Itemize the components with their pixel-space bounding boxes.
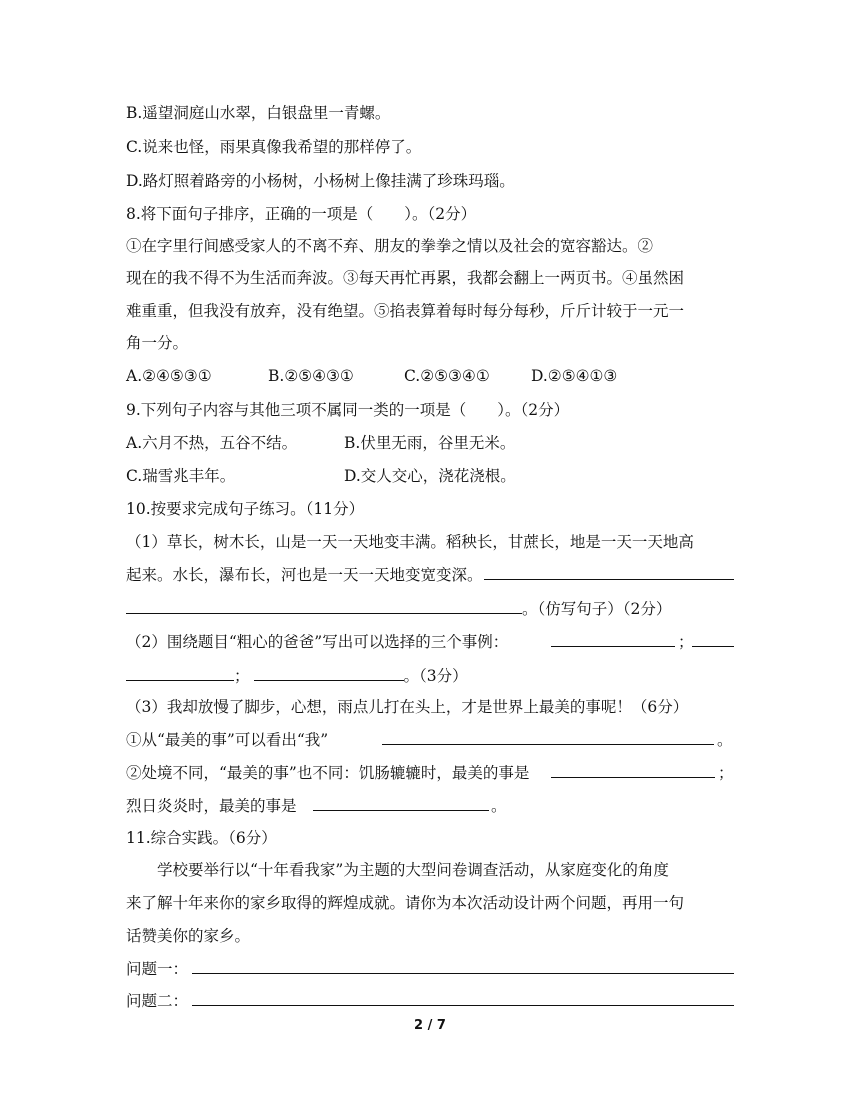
- question-10-2-text-1: [126, 632, 736, 652]
- question-8-text-1: ①在字里行间感受家人的不离不弃、朋友的拳拳之情以及社会的宽容豁达。②: [126, 237, 654, 255]
- question-11-title: 11.综合实践。（6分）: [126, 829, 277, 847]
- answer-line-problem-2[interactable]: [192, 1005, 734, 1006]
- q9-option-d: D.交人交心，浇花浇根。: [344, 467, 516, 485]
- q10-3b-suffix: ；: [718, 764, 734, 782]
- option-d-line: D.路灯照着路旁的小杨树，小杨树上像挂满了珍珠玛瑙。: [126, 172, 515, 190]
- question-8-text-2: 现在的我不得不为生活而奔波。③每天再忙再累，我都会翻上一两页书。④虽然困: [126, 269, 685, 287]
- q8-option-b: B.②⑤④③①: [268, 367, 354, 385]
- question-11-text-2: 来了解十年来你的家乡取得的辉煌成就。请你为本次活动设计两个问题，再用一句: [126, 894, 685, 912]
- option-b-line: B.遥望洞庭山水翠，白银盘里一青螺。: [126, 104, 391, 122]
- question-10-3-text: （3）我却放慢了脚步，心想，雨点儿打在头上，才是世界上最美的事呢！（6分）: [126, 698, 689, 716]
- answer-blank-10-3a[interactable]: [382, 744, 714, 745]
- q9-option-b: B.伏里无雨，谷里无米。: [344, 434, 516, 452]
- question-10-3a-line: [126, 730, 736, 750]
- answer-blank-10-3b[interactable]: [551, 777, 715, 778]
- question-8-title: 8.将下面句子排序，正确的一项是（ ）。（2分）: [126, 205, 477, 223]
- q10-1-suffix: 。（仿写句子）（2分）: [522, 600, 672, 618]
- question-10-title: 10.按要求完成句子练习。（11分）: [126, 500, 365, 518]
- question-8-text-4: 角一分。: [126, 334, 189, 352]
- question-10-1-text-3: [126, 597, 736, 619]
- question-10-3c-line: [126, 796, 736, 816]
- answer-blank-10-2b[interactable]: [692, 646, 734, 647]
- q10-3b-prompt: ②处境不同，“最美的事”也不同：饥肠辘辘时，最美的事是: [126, 764, 530, 782]
- q10-3a-prompt: ①从“最美的事”可以看出“我”: [126, 731, 329, 749]
- question-10-1-text-2: [126, 565, 736, 585]
- q9-option-a: A.六月不热，五谷不结。: [126, 434, 298, 452]
- answer-blank-10-3c[interactable]: [313, 810, 489, 811]
- q8-option-d: D.②⑤④①③: [531, 367, 618, 385]
- answer-blank-10-1a[interactable]: [484, 579, 734, 580]
- answer-blank-10-2d[interactable]: [254, 664, 404, 681]
- answer-blank-10-1b[interactable]: [126, 597, 522, 614]
- option-c-line: C.说来也怪，雨果真像我希望的那样停了。: [126, 138, 422, 156]
- q10-2-sep-1: ；: [678, 633, 694, 651]
- question-8-text-3: 难重重，但我没有放弃，没有绝望。⑤掐表算着每时每分每秒，斤斤计较于一元一: [126, 302, 685, 320]
- page-number: 2 / 7: [414, 1018, 446, 1033]
- question-10-2-text-2: [126, 664, 736, 686]
- question-10-3b-line: [126, 763, 736, 783]
- question-9-title: 9.下列句子内容与其他三项不属同一类的一项是（ ）。（2分）: [126, 401, 570, 419]
- question-10-1-text-1: （1）草长，树木长，山是一天一天地变丰满。稻秧长，甘蔗长，地是一天一天地高: [126, 533, 694, 551]
- q10-2-sep-2: ；: [234, 667, 250, 685]
- q8-option-a: A.②④⑤③①: [126, 367, 212, 385]
- answer-line-problem-1[interactable]: [192, 973, 734, 974]
- question-11-text-1: 学校要举行以“十年看我家”为主题的大型问卷调查活动，从家庭变化的角度: [126, 861, 669, 879]
- q10-3c-prompt: 烈日炎炎时，最美的事是: [126, 797, 297, 815]
- answer-blank-10-2a[interactable]: [551, 646, 675, 647]
- question-11-text-3: 话赞美你的家乡。: [126, 927, 251, 945]
- q8-option-c: C.②⑤③④①: [404, 367, 490, 385]
- q10-1-prompt: 起来。水长，瀑布长，河也是一天一天地变宽变深。: [126, 566, 483, 584]
- problem-1-label: 问题一：: [126, 960, 189, 978]
- q10-2-prompt: （2）围绕题目“粗心的爸爸”写出可以选择的三个事例：: [126, 633, 509, 651]
- q10-3a-suffix: 。: [717, 731, 733, 749]
- q9-option-c: C.瑞雪兆丰年。: [126, 467, 236, 485]
- answer-blank-10-2c[interactable]: [126, 664, 234, 681]
- q10-2-suffix: 。（3分）: [403, 667, 468, 685]
- problem-2-label: 问题二：: [126, 992, 189, 1010]
- q10-3c-suffix: 。: [491, 797, 507, 815]
